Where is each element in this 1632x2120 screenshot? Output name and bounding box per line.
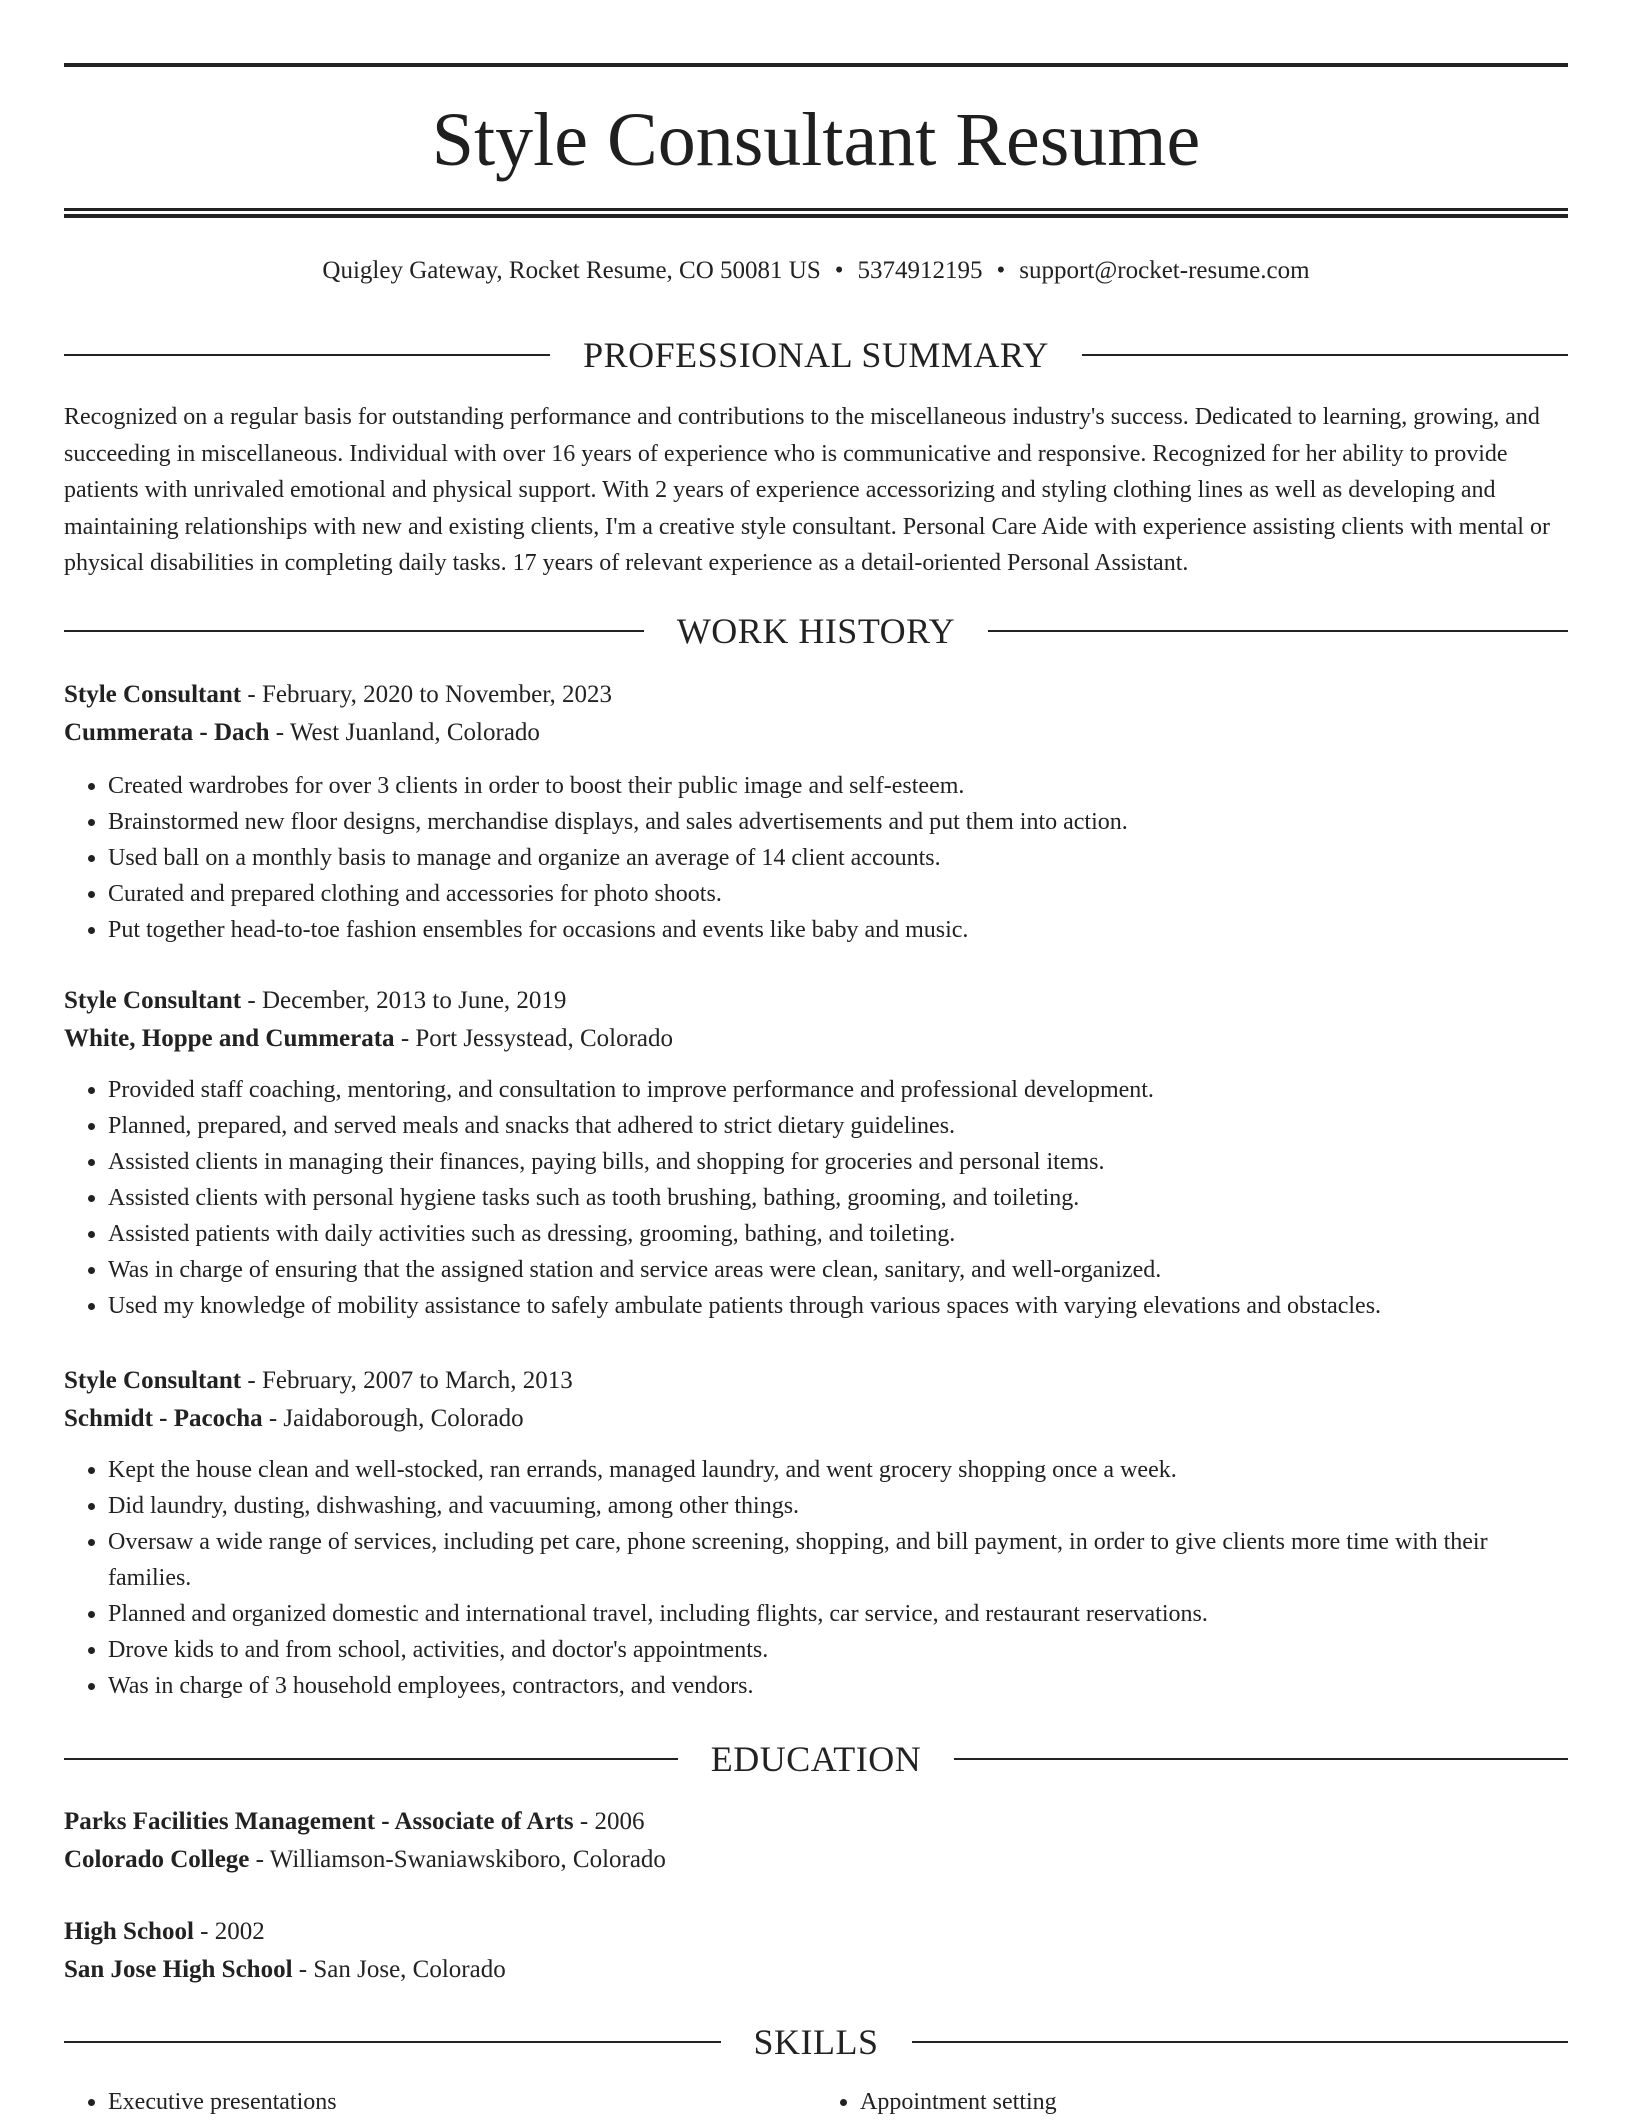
job-title-line: [64, 1362, 1568, 1400]
education-degree: Parks Facilities Management - Associate of Arts: [64, 1808, 574, 1835]
list-item: • Assisted patients with daily activities such as dressing, grooming, bathing, and toileting.: [108, 1216, 1568, 1252]
job-bullets: [64, 1452, 1568, 1704]
section-title: PROFESSIONAL SUMMARY: [583, 335, 1049, 375]
list-item: • Was in charge of 3 household employees, contractors, and vendors.: [108, 1668, 1568, 1704]
job-dates: - December, 2013 to June, 2019: [241, 987, 567, 1014]
job-title-line: [64, 982, 1568, 1020]
contact-email: support@rocket-resume.com: [1019, 257, 1310, 284]
section-rule: [64, 2041, 721, 2043]
section-title: EDUCATION: [710, 1739, 922, 1779]
education-entry: [64, 1803, 1568, 1879]
list-item: • Curated and prepared clothing and accessories for photo shoots.: [108, 876, 1568, 912]
contact-separator: •: [996, 257, 1006, 284]
contact-phone: 5374912195: [857, 257, 983, 284]
education-degree-line: [64, 1913, 1568, 1951]
contact-line: [64, 254, 1568, 288]
education-year: - 2002: [193, 1918, 265, 1945]
job-entry: [64, 1362, 1568, 1704]
education-school: San Jose High School: [64, 1956, 293, 1983]
section-rule: [954, 1758, 1568, 1760]
education-year: - 2006: [573, 1808, 645, 1835]
section-rule: [64, 1758, 678, 1760]
title-double-rule: [64, 208, 1568, 218]
section-header-skills: [64, 2020, 1568, 2064]
list-item: • Assisted clients in managing their finances, paying bills, and shopping for groceries and personal items.: [108, 1144, 1568, 1180]
education-location: - San Jose, Colorado: [292, 1956, 506, 1983]
job-dates: - February, 2020 to November, 2023: [241, 681, 613, 708]
job-location: - Port Jessystead, Colorado: [394, 1025, 674, 1052]
job-company-line: [64, 1400, 1568, 1438]
section-header-education: [64, 1737, 1568, 1781]
job-role: Style Consultant: [64, 681, 242, 708]
list-item: • Planned and organized domestic and international travel, including flights, car service, and restaurant reservations.: [108, 1596, 1568, 1632]
list-item: • Put together head-to-toe fashion ensembles for occasions and events like baby and music.: [108, 912, 1568, 948]
education-school-line: [64, 1951, 1568, 1989]
list-item: • Was in charge of ensuring that the assigned station and service areas were clean, sanitary, and well-organized.: [108, 1252, 1568, 1288]
education-school-line: [64, 1841, 1568, 1879]
section-rule: [912, 2041, 1569, 2043]
job-location: - West Juanland, Colorado: [269, 719, 540, 746]
list-item: • Oversaw a wide range of services, including pet care, phone screening, shopping, and bill payment, in order to give clients more time with their families.: [108, 1524, 1568, 1596]
section-header-summary: [64, 333, 1568, 377]
contact-separator: •: [834, 257, 844, 284]
section-rule: [64, 630, 644, 632]
education-school: Colorado College: [64, 1846, 250, 1873]
section-header-work: [64, 609, 1568, 653]
job-role: Style Consultant: [64, 987, 242, 1014]
education-entry: [64, 1913, 1568, 1989]
education-degree: High School: [64, 1918, 194, 1945]
list-item: • Used my knowledge of mobility assistance to safely ambulate patients through various spaces with varying elevations and obstacles.: [108, 1288, 1568, 1324]
section-title: WORK HISTORY: [676, 611, 956, 651]
skills-column-left: [64, 2084, 816, 2120]
job-company: White, Hoppe and Cummerata: [64, 1025, 395, 1052]
list-item: • Drove kids to and from school, activities, and doctor's appointments.: [108, 1632, 1568, 1668]
list-item: • Created wardrobes for over 3 clients in order to boost their public image and self-esteem.: [108, 768, 1568, 804]
skills-list: [64, 2084, 1568, 2120]
education-degree-line: [64, 1803, 1568, 1841]
job-company: Cummerata - Dach: [64, 719, 270, 746]
list-item: • Planned, prepared, and served meals and snacks that adhered to strict dietary guidelines.: [108, 1108, 1568, 1144]
section-title: SKILLS: [753, 2022, 879, 2062]
job-company-line: [64, 714, 1568, 752]
contact-address: Quigley Gateway, Rocket Resume, CO 50081 US: [322, 257, 821, 284]
job-entry: [64, 982, 1568, 1324]
job-bullets: [64, 1072, 1568, 1324]
list-item: • Provided staff coaching, mentoring, and consultation to improve performance and professional development.: [108, 1072, 1568, 1108]
job-company: Schmidt - Pacocha: [64, 1405, 263, 1432]
top-rule: [64, 63, 1568, 67]
section-rule: [988, 630, 1568, 632]
job-entry: [64, 676, 1568, 948]
list-item: • Appointment setting: [860, 2084, 1568, 2120]
job-bullets: [64, 768, 1568, 948]
list-item: • Assisted clients with personal hygiene tasks such as tooth brushing, bathing, grooming, and toileting.: [108, 1180, 1568, 1216]
page-title: Style Consultant Resume: [431, 98, 1201, 182]
education-location: - Williamson-Swaniawskiboro, Colorado: [249, 1846, 666, 1873]
job-title-line: [64, 676, 1568, 714]
section-rule: [1082, 354, 1568, 356]
list-item: • Used ball on a monthly basis to manage and organize an average of 14 client accounts.: [108, 840, 1568, 876]
list-item: • Brainstormed new floor designs, merchandise displays, and sales advertisements and put them into action.: [108, 804, 1568, 840]
job-company-line: [64, 1020, 1568, 1058]
summary-text: Recognized on a regular basis for outstanding performance and contributions to the miscellaneous industry's success. Dedicated to learning, growing, and succeeding in miscellaneous. Individual with over 16 years of experience who is communicative and responsive. Recognized for her ability to provide patients with unrivaled emotional and physical support. With 2 years of experience accessorizing and styling clothing lines as well as developing and maintaining relationships with new and existing clients, I'm a creative style consultant. Personal Care Aide with experience assisting clients with mental or physical disabilities in completing daily tasks. 17 years of relevant experience as a detail-oriented Personal Assistant.: [64, 404, 1550, 576]
list-item: • Kept the house clean and well-stocked, ran errands, managed laundry, and went grocery shopping once a week.: [108, 1452, 1568, 1488]
job-location: - Jaidaborough, Colorado: [262, 1405, 524, 1432]
list-item: • Executive presentations: [108, 2084, 816, 2120]
job-role: Style Consultant: [64, 1367, 242, 1394]
list-item: • Did laundry, dusting, dishwashing, and vacuuming, among other things.: [108, 1488, 1568, 1524]
skills-column-right: [816, 2084, 1568, 2120]
job-dates: - February, 2007 to March, 2013: [241, 1367, 573, 1394]
section-rule: [64, 354, 550, 356]
